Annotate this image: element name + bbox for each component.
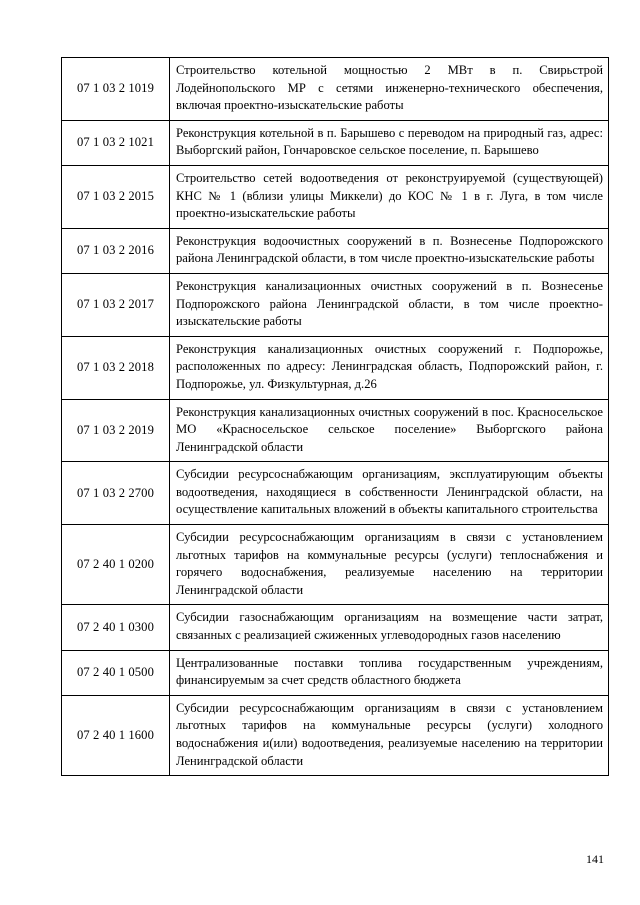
description-text: Субсидии ресурсоснабжающим организациям в связи с установлением льготных тарифов на коммунальные ресурсы (услуги) холодного водоснабжения и(или) водоотведения, реализуемые населению на территории Ленинградской области <box>176 700 603 768</box>
description-cell <box>170 525 609 605</box>
description-text: Субсидии ресурсоснабжающим организациям, эксплуатирующим объекты водоотведения, находящиеся в собственности Ленинградской области, на осуществление капитальных вложений в объекты капитального строительства <box>176 467 603 517</box>
table-row <box>62 58 609 121</box>
budget-code-cell: 07 1 03 2 2018 <box>62 336 170 399</box>
description-text: Субсидии газоснабжающим организациям на возмещение части затрат, связанных с реализацией сжиженных углеводородных газов населению <box>176 610 603 643</box>
description-cell <box>170 165 609 228</box>
table-row <box>62 462 609 525</box>
budget-code-cell: 07 1 03 2 2016 <box>62 228 170 273</box>
table-row <box>62 273 609 336</box>
description-cell <box>170 695 609 775</box>
table-row <box>62 399 609 462</box>
description-cell <box>170 650 609 695</box>
description-cell <box>170 336 609 399</box>
description-cell <box>170 58 609 121</box>
page-number: 141 <box>586 852 604 866</box>
budget-code-table <box>61 57 609 776</box>
description-cell <box>170 273 609 336</box>
table-row <box>62 228 609 273</box>
table-row <box>62 605 609 650</box>
table-row <box>62 695 609 775</box>
budget-code-cell: 07 1 03 2 1019 <box>62 58 170 121</box>
description-text: Субсидии ресурсоснабжающим организациям в связи с установлением льготных тарифов на коммунальные ресурсы (услуги) теплоснабжения и горячего водоснабжения, реализуемые населению на территории Ленинградской области <box>176 530 603 597</box>
description-cell <box>170 462 609 525</box>
description-text: Реконструкция водоочистных сооружений в п. Вознесенье Подпорожского района Ленинградской области, в том числе проектно-изыскательские работы <box>176 233 603 266</box>
table-row <box>62 525 609 605</box>
description-cell <box>170 228 609 273</box>
table-row <box>62 120 609 165</box>
description-text: Реконструкция канализационных очистных сооружений г. Подпорожье, расположенных по адресу: Ленинградская область, Подпорожский район, г. Подпорожье, ул. Физкультурная, д.26 <box>176 341 603 391</box>
budget-code-cell: 07 1 03 2 2017 <box>62 273 170 336</box>
budget-code-cell: 07 2 40 1 1600 <box>62 695 170 775</box>
budget-code-cell: 07 1 03 2 2019 <box>62 399 170 462</box>
budget-code-cell: 07 1 03 2 2700 <box>62 462 170 525</box>
description-text: Централизованные поставки топлива государственным учреждениям, финансируемым за счет средств областного бюджета <box>176 655 603 688</box>
budget-code-cell: 07 1 03 2 1021 <box>62 120 170 165</box>
description-text: Строительство сетей водоотведения от реконструируемой (существующей) КНС № 1 (вблизи улицы Миккели) до КОС № 1 в г. Луга, в том числе проектно-изыскательские работы <box>176 170 603 221</box>
description-text: Строительство котельной мощностью 2 МВт в п. Свирьстрой Лодейнопольского МР с сетями инженерно-технического обеспечения, включая проектно-изыскательские работы <box>176 63 603 113</box>
table-row <box>62 165 609 228</box>
table-row <box>62 336 609 399</box>
description-text: Реконструкция канализационных очистных сооружений в пос. Красносельское МО «Красносельское сельское поселение» Выборгского района Ленинградской области <box>176 404 603 454</box>
description-text: Реконструкция канализационных очистных сооружений в п. Вознесенье Подпорожского района Ленинградской области, в том числе проектно-изыскательские работы <box>176 278 603 329</box>
description-cell <box>170 399 609 462</box>
budget-code-cell: 07 1 03 2 2015 <box>62 165 170 228</box>
description-cell <box>170 605 609 650</box>
description-text: Реконструкция котельной в п. Барышево с переводом на природный газ, адрес: Выборгский район, Гончаровское сельское поселение, п. Барышево <box>176 125 603 158</box>
description-cell <box>170 120 609 165</box>
budget-code-cell: 07 2 40 1 0200 <box>62 525 170 605</box>
budget-code-cell: 07 2 40 1 0500 <box>62 650 170 695</box>
table-row <box>62 650 609 695</box>
budget-code-cell: 07 2 40 1 0300 <box>62 605 170 650</box>
